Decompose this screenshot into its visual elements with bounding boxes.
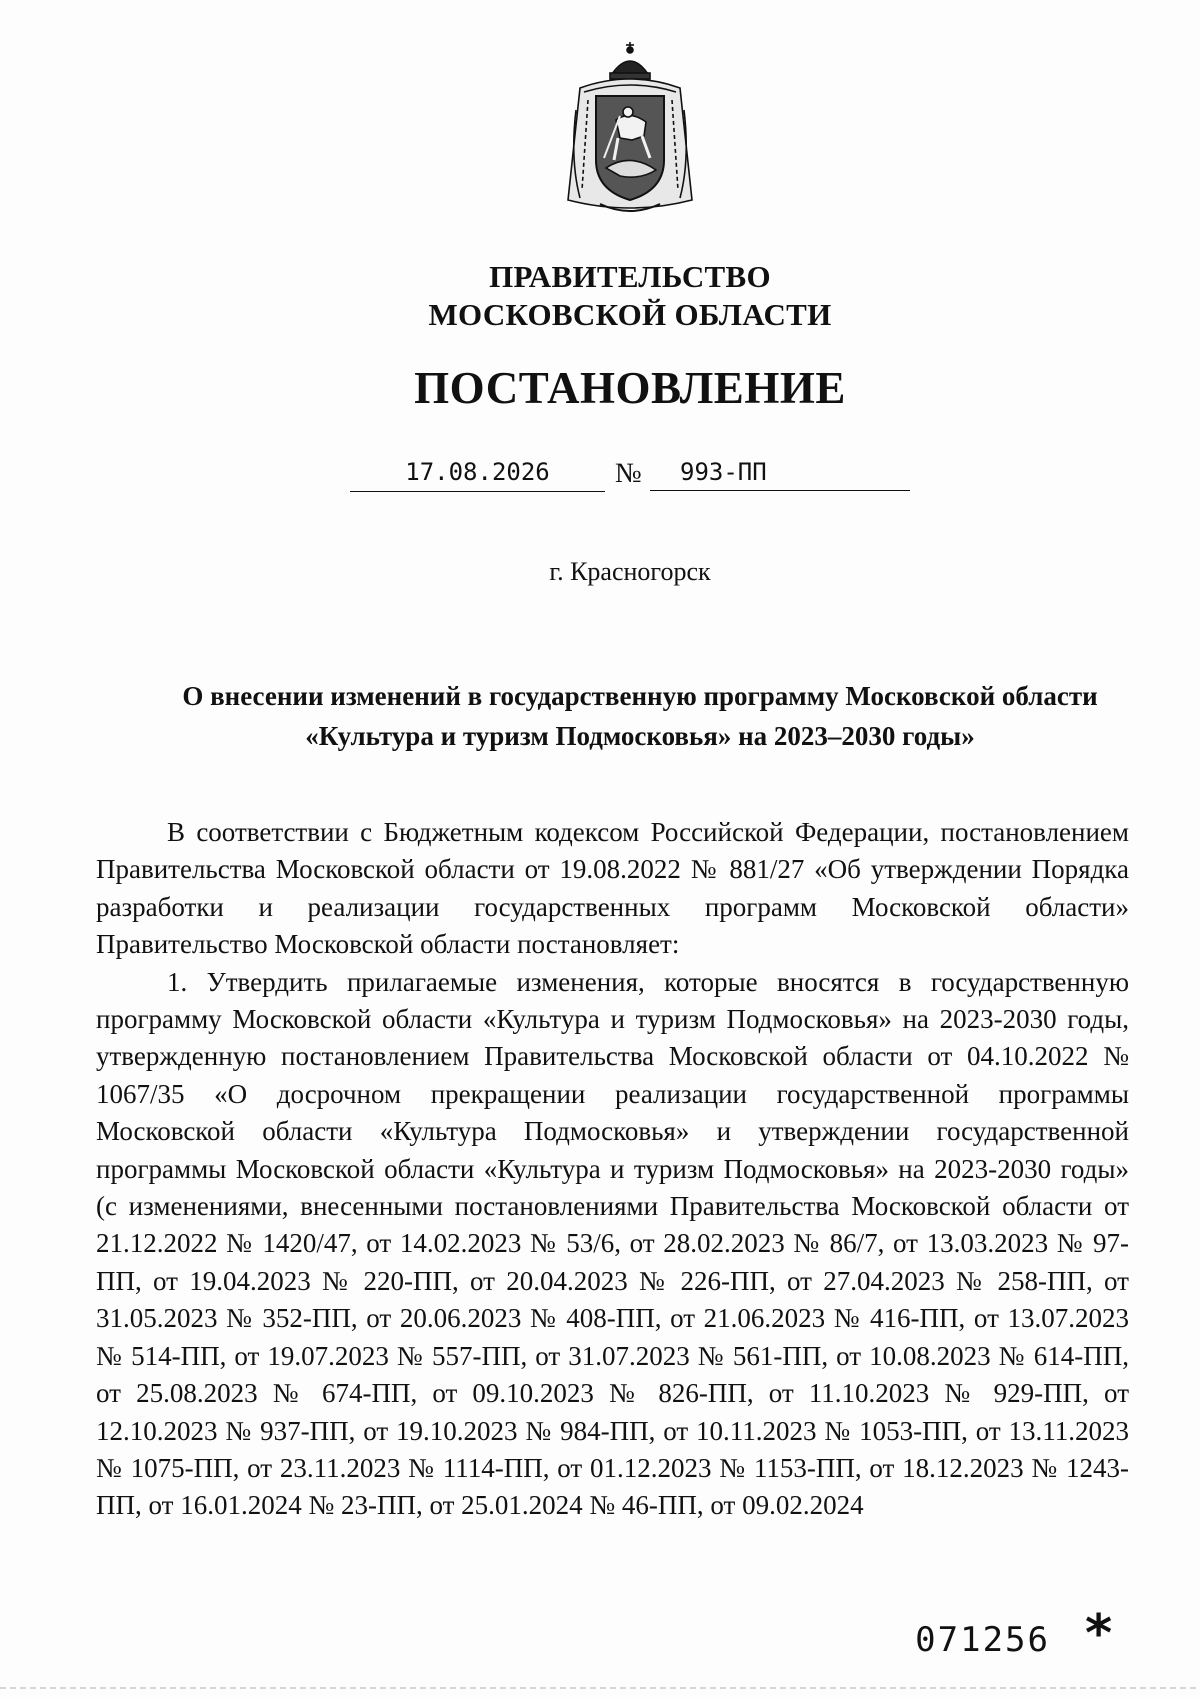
document-date: 17.08.2026	[350, 457, 605, 492]
coat-of-arms-icon	[560, 40, 700, 220]
serial-asterisk-mark: *	[1085, 1604, 1113, 1664]
scan-edge-artifact	[0, 1687, 1200, 1689]
document-type-title: ПОСТАНОВЛЕНИЕ	[414, 363, 846, 413]
document-serial-code: 071256	[915, 1620, 1050, 1660]
document-body	[96, 814, 1129, 1525]
organization-line-1: ПРАВИТЕЛЬСТВО	[489, 259, 771, 294]
document-number: 993-ПП	[650, 457, 910, 491]
number-sign: №	[615, 458, 642, 489]
document-subject	[100, 676, 1180, 756]
organization-name	[0, 258, 1200, 334]
subject-line-2: «Культура и туризм Подмосковья» на 2023–2030 годы»	[305, 721, 975, 751]
clause-1-paragraph: 1. Утвердить прилагаемые изменения, которые вносятся в государственную программу Московской области «Культура и туризм Подмосковья» на 2023-2030 годы, утвержденную постановлением Правительства Московской области от 04.10.2022 № 1067/35 «О досрочном прекращении реализации государственной программы Московской области «Культура Подмосковья» и утверждении государственной программы Московской области «Культура и туризм Подмосковья» на 2023-2030 годы» (с изменениями, внесенными постановлениями Правительства Московской области от 21.12.2022 № 1420/47, от 14.02.2023 № 53/6, от 28.02.2023 № 86/7, от 13.03.2023 № 97-ПП, от 19.04.2023 № 220-ПП, от 20.04.2023 № 226-ПП, от 27.04.2023 № 258-ПП, от 31.05.2023 № 352-ПП, от 20.06.2023 № 408-ПП, от 21.06.2023 № 416-ПП, от 13.07.2023 № 514-ПП, от 19.07.2023 № 557-ПП, от 31.07.2023 № 561-ПП, от 10.08.2023 № 614-ПП, от 25.08.2023 № 674-ПП, от 09.10.2023 № 826-ПП, от 11.10.2023 № 929-ПП, от 12.10.2023 № 937-ПП, от 19.10.2023 № 984-ПП, от 10.11.2023 № 1053-ПП, от 13.11.2023 № 1075-ПП, от 23.11.2023 № 1114-ПП, от 01.12.2023 № 1153-ПП, от 18.12.2023 № 1243-ПП, от 16.01.2024 № 23-ПП, от 25.01.2024 № 46-ПП, от 09.02.2024	[96, 966, 1129, 1521]
organization-line-2: МОСКОВСКОЙ ОБЛАСТИ	[428, 297, 832, 332]
city-of-issue: г. Красногорск	[549, 557, 711, 586]
subject-line-1: О внесении изменений в государственную программу Московской области	[182, 681, 1098, 711]
preamble-paragraph: В соответствии с Бюджетным кодексом Российской Федерации, постановлением Правительства Московской области от 19.08.2022 № 881/27 «Об утверждении Порядка разработки и реализации государственных программ Московской области» Правительство Московской области постановляет:	[96, 817, 1129, 960]
